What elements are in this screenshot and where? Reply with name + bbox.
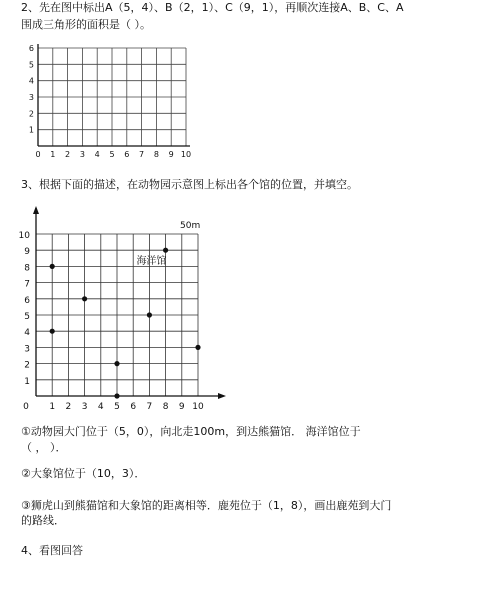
grid2-point — [195, 345, 200, 350]
grid2-y-tick-label: 6 — [24, 295, 30, 306]
grid1-y-tick-label: 6 — [28, 44, 34, 53]
grid2-y-tick-label: 3 — [24, 344, 30, 355]
item1-line1: ①动物园大门位于（5，0），向北走100m，到达熊猫馆． 海洋馆位于 — [21, 425, 361, 438]
grid2-y-tick-label: 8 — [24, 263, 30, 274]
grid2-point — [163, 248, 168, 253]
grid2-x-tick-label: 3 — [81, 402, 88, 412]
grid2-y-tick-label: 4 — [24, 328, 30, 339]
grid2-point — [50, 264, 55, 269]
grid2-x-tick-label: 2 — [65, 402, 72, 412]
grid1-x-tick-label: 6 — [124, 150, 130, 159]
q4-title: 4、看图回答 — [21, 544, 83, 557]
grid1-x-tick-label: 10 — [180, 150, 192, 159]
grid2-point — [82, 296, 87, 301]
grid2-x-tick-label: 10 — [192, 402, 204, 412]
grid1-y-tick-label: 4 — [28, 76, 34, 86]
grid2-y-arrow-icon — [33, 206, 39, 214]
grid2-point — [114, 361, 119, 366]
grid1-x-tick-label: 8 — [153, 150, 159, 159]
grid2-haiyang-label: 海洋馆 — [136, 255, 167, 267]
grid1-x-tick-label: 4 — [94, 150, 100, 159]
grid2-scale-label: 50m — [180, 221, 201, 231]
grid2-point — [147, 312, 152, 317]
grid2-y-tick-label: 5 — [24, 312, 30, 322]
grid1-x-tick-label: 1 — [50, 150, 56, 159]
q2-line1: 2、先在图中标出A（5，4）、B（2，1）、C（9，1），再顺次连接A、B、C、A — [21, 1, 404, 14]
item1-line2: （ ， ）． — [21, 441, 67, 454]
grid1-x-tick-label: 0 — [35, 150, 41, 159]
grid2-x-tick-label: 6 — [130, 402, 137, 412]
grid1-x-tick-label: 2 — [65, 150, 71, 159]
grid1-x-tick-label: 9 — [168, 150, 174, 159]
item2: ②大象馆位于（10，3）． — [21, 467, 146, 480]
grid2-x-arrow-icon — [218, 393, 226, 399]
grid1-x-tick-label: 5 — [109, 150, 115, 159]
grid2-x-tick-label: 8 — [162, 402, 169, 412]
grid1-y-tick-label: 3 — [28, 93, 34, 102]
grid2-x-tick-label: 0 — [23, 402, 29, 412]
item3-line2: 的路线． — [21, 514, 65, 527]
grid1-x-tick-label: 3 — [79, 150, 85, 159]
q3-title: 3、根据下面的描述，在动物园示意图上标出各个馆的位置，并填空。 — [21, 178, 358, 191]
grid1-y-tick-label: 2 — [28, 109, 34, 119]
grid2-x-tick-label: 9 — [178, 402, 185, 412]
grid2-y-tick-label: 9 — [24, 247, 30, 258]
grid2-y-tick-label: 10 — [18, 231, 30, 241]
grid2-x-tick-label: 1 — [49, 402, 56, 412]
grid2-x-tick-label: 4 — [97, 402, 104, 412]
grid2-y-tick-label: 1 — [24, 376, 30, 387]
grid2-x-tick-label: 5 — [114, 402, 120, 412]
grid1-y-tick-label: 5 — [28, 60, 34, 70]
grid2-point — [114, 393, 119, 398]
grid2-y-tick-label: 2 — [24, 360, 30, 371]
grid2-y-tick-label: 7 — [24, 279, 30, 290]
grid1-x-tick-label: 7 — [139, 150, 145, 159]
grid2-point — [50, 329, 55, 334]
grid2-x-tick-label: 7 — [146, 402, 153, 412]
grid1-y-tick-label: 1 — [28, 125, 34, 135]
item3-line1: ③狮虎山到熊猫馆和大象馆的距离相等．鹿苑位于（1，8），画出鹿苑到大门 — [21, 499, 392, 512]
q2-line2: 围成三角形的面积是（ ）。 — [21, 18, 151, 31]
